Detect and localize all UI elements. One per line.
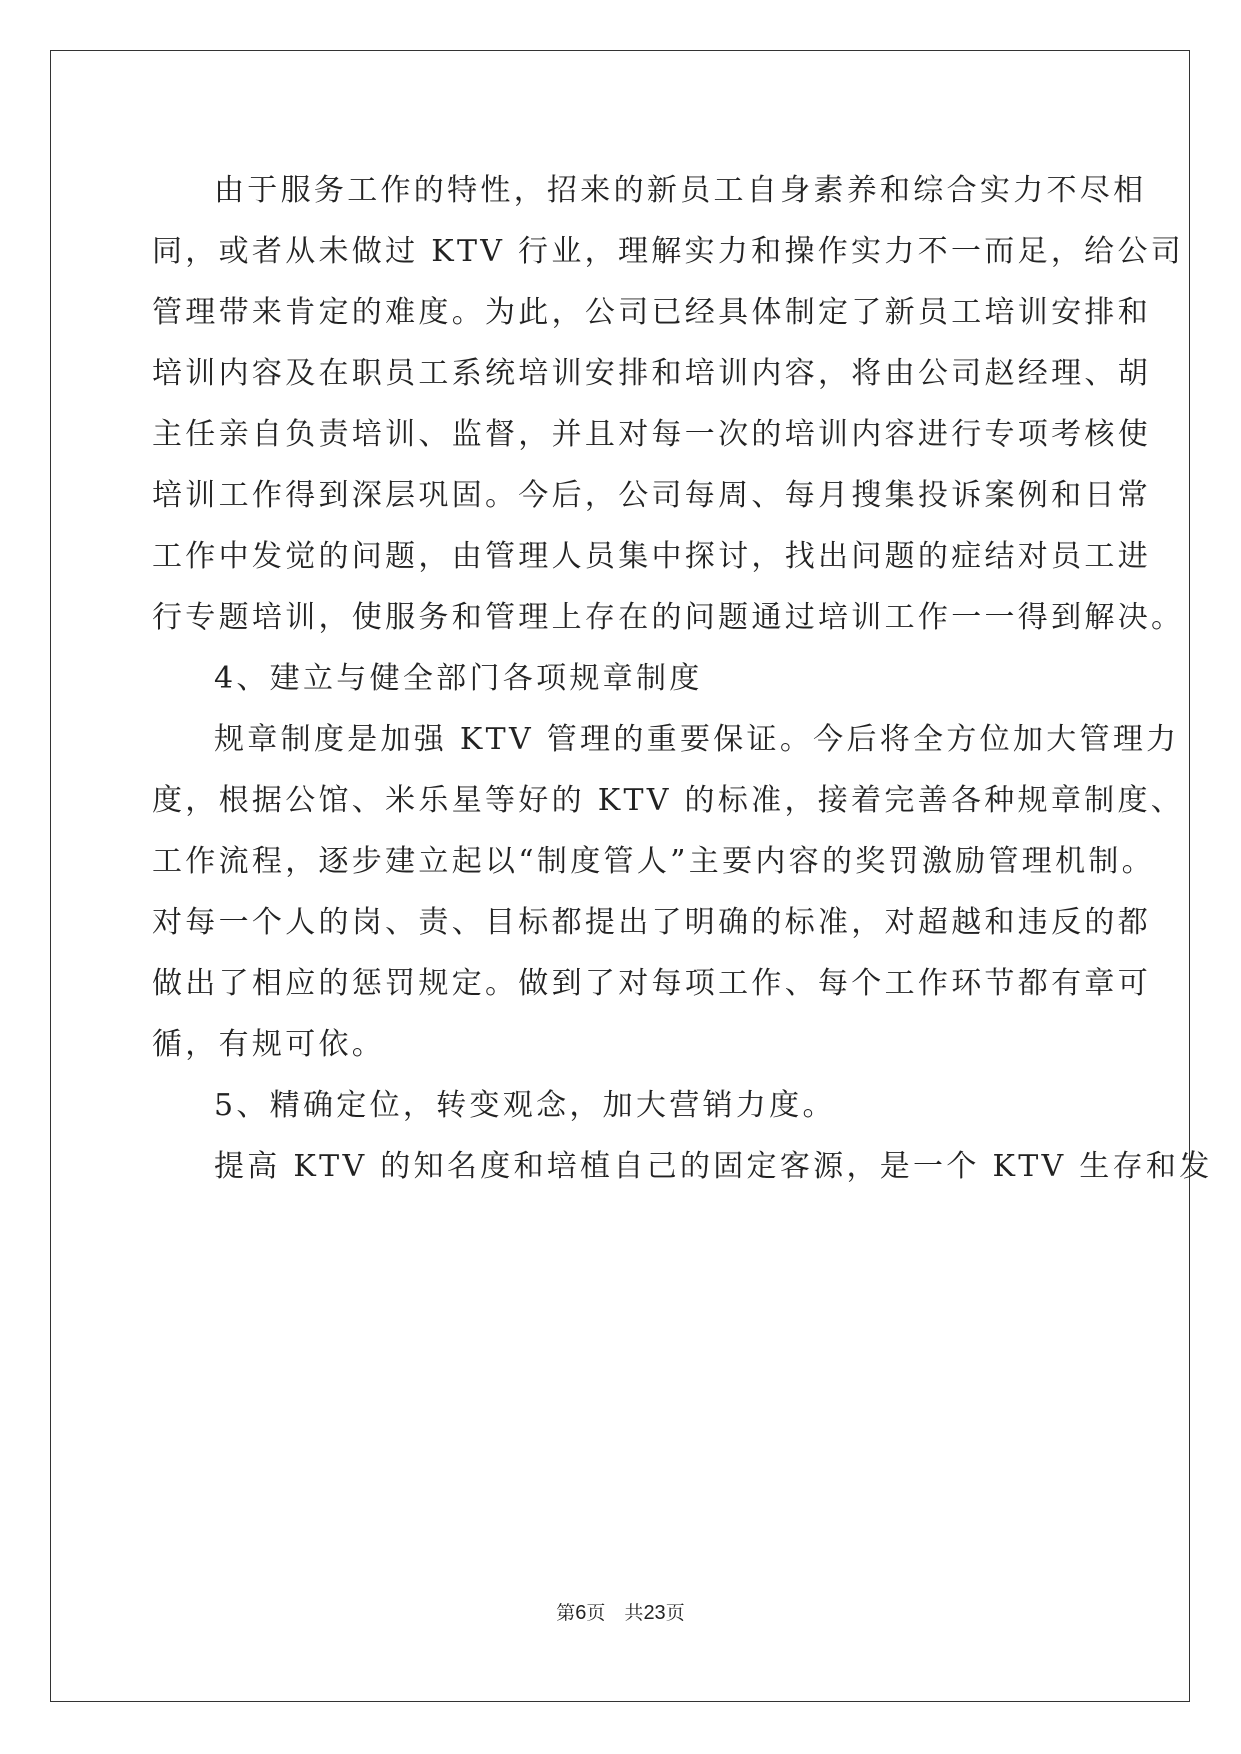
paragraph-line: 度，根据公馆、米乐星等好的 KTV 的标准，接着完善各种规章制度、 [152, 783, 1185, 818]
page-footer [0, 1598, 1241, 1625]
paragraph-line: 由于服务工作的特性，招来的新员工自身素养和综合实力不尽相 [214, 173, 1147, 208]
paragraph-line: 工作流程，逐步建立起以“制度管人”主要内容的奖罚激励管理机制。 [152, 844, 1155, 879]
paragraph-line: 提高 KTV 的知名度和培植自己的固定客源，是一个 KTV 生存和发 [214, 1149, 1213, 1184]
paragraph-line: 管理带来肯定的难度。为此，公司已经具体制定了新员工培训安排和 [152, 295, 1151, 330]
section-heading: 5、精确定位，转变观念，加大营销力度。 [214, 1088, 836, 1123]
paragraph-line: 行专题培训，使服务和管理上存在的问题通过培训工作一一得到解决。 [152, 600, 1185, 635]
footer-page-number: 6 [575, 1602, 587, 1624]
paragraph-line: 规章制度是加强 KTV 管理的重要保证。今后将全方位加大管理力 [214, 722, 1180, 757]
footer-suffix: 页 [665, 1602, 685, 1624]
paragraph-line: 做出了相应的惩罚规定。做到了对每项工作、每个工作环节都有章可 [152, 966, 1151, 1001]
footer-total-pages: 23 [643, 1602, 666, 1624]
footer-prefix: 第 [556, 1602, 576, 1624]
footer-mid: 页 共 [586, 1602, 644, 1624]
paragraph-line: 主任亲自负责培训、监督，并且对每一次的培训内容进行专项考核使 [152, 417, 1151, 452]
paragraph-line: 同，或者从未做过 KTV 行业，理解实力和操作实力不一而足，给公司 [152, 234, 1185, 269]
section-heading: 4、建立与健全部门各项规章制度 [214, 661, 703, 696]
paragraph-line: 培训工作得到深层巩固。今后，公司每周、每月搜集投诉案例和日常 [152, 478, 1151, 513]
paragraph-line: 循，有规可依。 [152, 1027, 386, 1062]
paragraph-line: 培训内容及在职员工系统培训安排和培训内容，将由公司赵经理、胡 [152, 356, 1151, 391]
paragraph-line: 工作中发觉的问题，由管理人员集中探讨，找出问题的症结对员工进 [152, 539, 1151, 574]
document-body [152, 160, 1213, 1197]
paragraph-line: 对每一个人的岗、责、目标都提出了明确的标准，对超越和违反的都 [152, 905, 1151, 940]
